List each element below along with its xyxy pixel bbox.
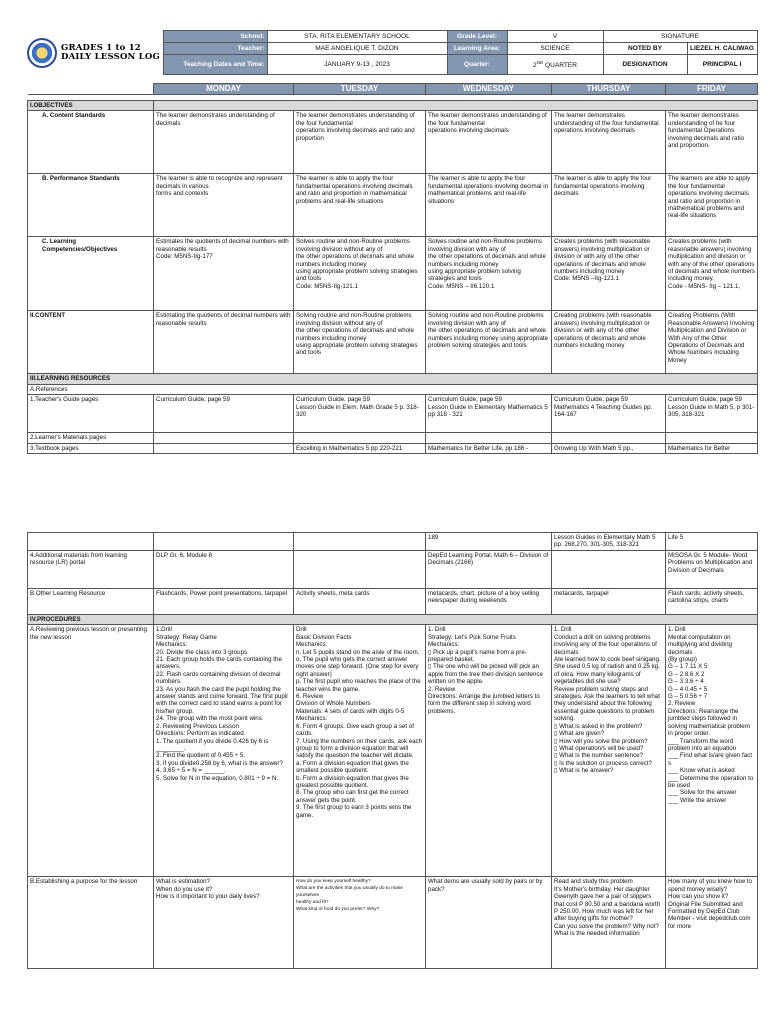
noted-by-name: LIEZEL H. CALIWAG (687, 43, 757, 55)
table-cell (154, 433, 294, 443)
table-cell: The learner is able to recognize and represent decimals in various forms and contexts (154, 174, 294, 237)
deped-seal-icon (27, 38, 57, 68)
table-cell: Growing Up With Math 5 pp., (552, 443, 666, 453)
designation-value: PRINCIPAL I (687, 55, 757, 75)
quarter-label: Quarter: (447, 55, 507, 75)
table-cell: Life 5 (666, 533, 758, 551)
table-cell: Solving routine and non-Routine problems involving division without any of the other operations of decimals and whole numbers including money using appropriate problem solving strategies and tools (294, 311, 426, 374)
table-cell: What items are usually sold by pairs or by pack? (426, 877, 552, 969)
table-cell: Curriculum Guide, page 59 Lesson Guide in Elem. Math Grade 5 p. 318-320 (294, 395, 426, 433)
table-cell: How many of you knew how to spend money wisely? How can you show it? Original File Submitted and Formatted by DepEd Club Member - visit depedclub.com for more (666, 877, 758, 969)
table-cell: metacards, tarpapel (552, 589, 666, 615)
table-cell: Solves routine and non-Routine problems involving division without any of the other operations of decimals and whole numbers including money using appropriate problem solving strategies and tools Code: M5NS-IIg-121.1 (294, 237, 426, 311)
table-cell: Creating problems (with reasonable answers) involving multiplication or division or with any of the other operations of decimals and whole numbers including money (552, 311, 666, 374)
header-table (27, 30, 758, 75)
table-cell: metacards, chart, picture of a boy selling newspaper during weekends (426, 589, 552, 615)
table-cell: MISOSA Gr. 5 Module- Word Problems on Multiplication and Division of Decimals (666, 551, 758, 589)
area-label: Learning Area: (447, 43, 507, 55)
table-cell: Lesson Guides in Elementary Math 5 pp. 268,270, 301-305, 318-321 (552, 533, 666, 551)
table-cell: Drill Basic Division Facts Mechanics: n. Let 5 pupils stand on the aisle of the room. o. The pupil who gets the correct answer moves one step forward. (One step for every right answer) p. The first pupil who reaches the place of the teacher wins the game. 6. Review Division of Whole Numbers Materials: 4 sets of cards with digits 0-5 Mechanics: 6. Form 4 groups. Give each group a set of cards. 7. Using the numbers on their cards, ask each group to form a division equation that will satisfy the question the teacher will dictate. a. Form a division equation that gives the smallest possible quotient. b. Form a division equation that gives the greatest possible quotient. 8. The group who can first get the correct answer gets the point. 9. The first group to earn 3 points wins the game. (294, 625, 426, 877)
dates-value: JANUARY 9-13 , 2023 (267, 55, 447, 75)
lesson-log-page-1 (27, 30, 757, 454)
table-cell: 189 (426, 533, 552, 551)
table-cell: Curriculum Guide, page 59 Lesson Guide in Elementary Mathematics 5 pp 318 - 321 (426, 395, 552, 433)
table-cell (294, 433, 426, 443)
table-cell: Mathematics for Better (666, 443, 758, 453)
teacher-label: Teacher: (163, 43, 267, 55)
table-cell: The learner is able to apply the four fundamental operations involving decimals (552, 174, 666, 237)
school-value: STA. RITA ELEMENTARY SCHOOL (267, 31, 447, 43)
table-cell: The learner demonstrates understanding of he four fundamental Operations involving decimals and ratio and proportion. (666, 111, 758, 174)
table-cell: 1. Drill Mental computation on multiplying and dividing decimals (By group) G – 1 7.11 X 5 G – 2 8.6 X 2 G – 3 3.6 ÷ 4 G – 4 0.45 ÷ 5 G – 5 0.56 ÷ 7 2. Review Directions: Rearrange the jumbled steps followed in solving mathematical problem in proper order. ___ Transform the word problem into an equation ___ Find what is/are given fact s ___ Know what is asked ___ Determine the operation to be used ___ Solve for the answer ___ Write the answer (666, 625, 758, 877)
objectives-heading: I.OBJECTIVES (28, 101, 154, 111)
references-heading: A.References (28, 384, 758, 394)
table-cell: Estimates the quotients of decimal numbers with reasonable results Code: M5NS-IIg-177 (154, 237, 294, 311)
table-cell: DLP Gr. 6, Module 8 (154, 551, 294, 589)
reviewing-lesson-label: A.Reviewing previous lesson or presenting the new lesson (28, 625, 154, 877)
table-cell: The learner is able to apply the four fundamental operations involving decimal in mathematical problems and real-life situations (426, 174, 552, 237)
table-cell: Creates problems (with reasonable answers) involving multiplication and division or with any of the other operations of decimals and whole numbers including money. Code - M5NS- IIg – 121.1, (666, 237, 758, 311)
learners-materials-label: 2.Learner's Materials pages (28, 433, 154, 443)
day-header-friday: FRIDAY (666, 84, 758, 95)
grade-label: Grade Level: (447, 31, 507, 43)
table-cell: Excelling in Mathematics 5 pp 220-221 (294, 443, 426, 453)
table-cell: Curriculum Guide, page 59 (154, 395, 294, 433)
competencies-label: C. Learning Competencies/Objectives (28, 237, 154, 311)
day-header-tuesday: TUESDAY (294, 84, 426, 95)
table-cell (552, 433, 666, 443)
teacher-value: MAE ANGELIQUE T. DIZON (267, 43, 447, 55)
logo-block (27, 31, 163, 75)
table-cell: DepEd Learning Portal, Math 6 – Division of Decimals (2166) (426, 551, 552, 589)
day-header-monday: MONDAY (154, 84, 294, 95)
table-cell (294, 551, 426, 589)
table-cell: The learner demonstrates understanding of the four fundamental operations involving decimals (426, 111, 552, 174)
lesson-table-page-1 (27, 83, 758, 454)
table-cell: Estimating the quotients of decimal numbers with reasonable results (154, 311, 294, 374)
table-cell: 1. Drill Conduct a drill on solving problems involving any of the four operations of decimals Ate learned how to cook beef sinigang. She used 0.5 kg of radish and 0.25 kg. of okra. How many kilograms of vegetables did she use? Review problem solving steps and strategies. Ask the learners to tell what they understand about the following essential guide questions to problem solving. ▯ What is asked in the problem? ▯ What are given? ▯ How will you solve the problem? ▯ What operation/s will be used? ▯ What is the number sentence? ▯ Is the solution or process correct? ▯ What is he answer? (552, 625, 666, 877)
lesson-log-page-2 (27, 532, 757, 969)
table-cell: Solving routine and non-Routine problems involving division with any of the other operations of decimals and whole numbers including money using appropriate problem solving strategies and tools (426, 311, 552, 374)
table-cell: Activity sheets, meta cards (294, 589, 426, 615)
resources-heading: III.LEARNING RESOURCES (28, 374, 758, 384)
purpose-label: B.Establishing a purpose for the lesson (28, 877, 154, 969)
area-value: SCIENCE (507, 43, 603, 55)
table-cell: Curriculum Guide, page 59 Mathematics 4 Teaching Guides pp. 164-167 (552, 395, 666, 433)
table-cell: The learner demonstrates understanding of the four fundamental operations involving decimals and ratio and proportion (294, 111, 426, 174)
performance-standards-label: B. Performance Standards (28, 174, 154, 237)
table-cell (294, 533, 426, 551)
grade-value: V (507, 31, 603, 43)
table-cell: Mathematics for Better Life, pp 186 - (426, 443, 552, 453)
table-cell (552, 551, 666, 589)
table-cell (666, 433, 758, 443)
day-header-thursday: THURSDAY (552, 84, 666, 95)
procedures-heading: IV.PROCEDURES (28, 615, 154, 625)
school-label: School: (163, 31, 267, 43)
table-cell: Flash cards, activity sheets, cartolina strips, charts (666, 589, 758, 615)
table-cell (154, 443, 294, 453)
table-cell: The learner demonstrates understanding of the four fundamental operations involving decimals (552, 111, 666, 174)
teachers-guide-label: 1.Teacher's Guide pages (28, 395, 154, 433)
textbook-pages-label: 3.Textbook pages (28, 443, 154, 453)
noted-by-label: NOTED BY (603, 43, 687, 55)
dates-label: Teaching Dates and Time: (163, 55, 267, 75)
table-cell: How do you keep yourself healthy? What are the activities that you usually do to make yourselves healthy and fit? What kind of food do you prefer? Why? (294, 877, 426, 969)
table-cell: The learner demonstrates understanding of decimals (154, 111, 294, 174)
table-cell: Solves routine and non-Routine problems involving division with any of the other operations of decimals and whole numbers including money using appropriate problem solving strategies and tools Code: M5NS – II6.120.1 (426, 237, 552, 311)
table-cell: Creates problems (with reasonable answers) involving multiplication or division or with any of the other operations of decimals and whole numbers including money Code: M5NS –IIg-121.1 (552, 237, 666, 311)
table-cell: 1. Drill Strategy: Let's Pick Some Fruits Mechanics: ▯ Pick up a pupil's name from a pre-prepared basket. ▯ The one who will be picked will pick an apple from the tree then division sentence written on the apple. 2. Review Directions: Arrange the jumbled letters to form the different step in solving word problems. (426, 625, 552, 877)
designation-label: DESIGNATION (603, 55, 687, 75)
table-cell (154, 533, 294, 551)
quarter-value: 2ND QUARTER (507, 55, 603, 75)
other-resources-label: B.Other Learning Resource (28, 589, 154, 615)
table-cell: 1.Drill Strategy: Relay Game Mechanics: 20. Divide the class into 3 groups. 21. Each group holds the cards containing the answers. 22. Flash cards containing division of decimal numbers. 23. As you flash the card the pupil holding the answer stands and come forward. The first pupil with the correct card to stand earns a point for his/her group. 24. The group with the most point wins. 2. Reviewing Previous Lesson Directions: Perform as indicated. 1. The quotient if you divide 0.426 by 6 is ________. 2. Find the quotient of 0.455 ÷ 5. 3. If you divide0.258 by 6, what is the answer? 4. 3.65 ÷ 5 = N = ______. 5. Solve for N in the equation, 0.801 ÷ 9 = N. (154, 625, 294, 877)
table-cell: What is estimation? When do you use it? How is it important to your daily lives? (154, 877, 294, 969)
table-cell: Curriculum Guide, page 59 Lesson Guide in Math 5, p 301-305, 318-321 (666, 395, 758, 433)
logo-title-line2: DAILY LESSON LOG (61, 51, 160, 62)
content-label: II.CONTENT (28, 311, 154, 374)
lesson-table-page-2 (27, 532, 758, 969)
table-cell: Read and study this problem It's Mother's birthday. Her daughter Gwenyth gave her a pair of slippers that cost P 80.50 and a bandana worth P 250.00. How much was left for her after buying gifts for mother? Can you solve the problem? Why not? What is the needed information (552, 877, 666, 969)
content-standards-label: A. Content Standards (28, 111, 154, 174)
table-cell: The learners are able to apply the four fundamental operations involving decimals and ratio and proportion in mathematical problems and real-life situations (666, 174, 758, 237)
table-cell (426, 433, 552, 443)
table-cell: Creating Problems (With Reasonable Answers) Involving Multiplication and Division or With Any of the Other Operations of Decimals and Whole Numbers Including Money (666, 311, 758, 374)
day-header-wednesday: WEDNESDAY (426, 84, 552, 95)
table-cell: Flashcards, Power point presentations, tarpapel (154, 589, 294, 615)
signature-header: SIGNATURE (603, 31, 757, 43)
table-cell: The learner is able to apply the four fundamental operations involving decimals and ratio and proportion in mathematical problems and real-life situations (294, 174, 426, 237)
logo-title-line1: GRADES 1 to 12 (61, 42, 141, 53)
additional-materials-label: 4.Additional materials from learning resource (LR) portal (28, 551, 154, 589)
